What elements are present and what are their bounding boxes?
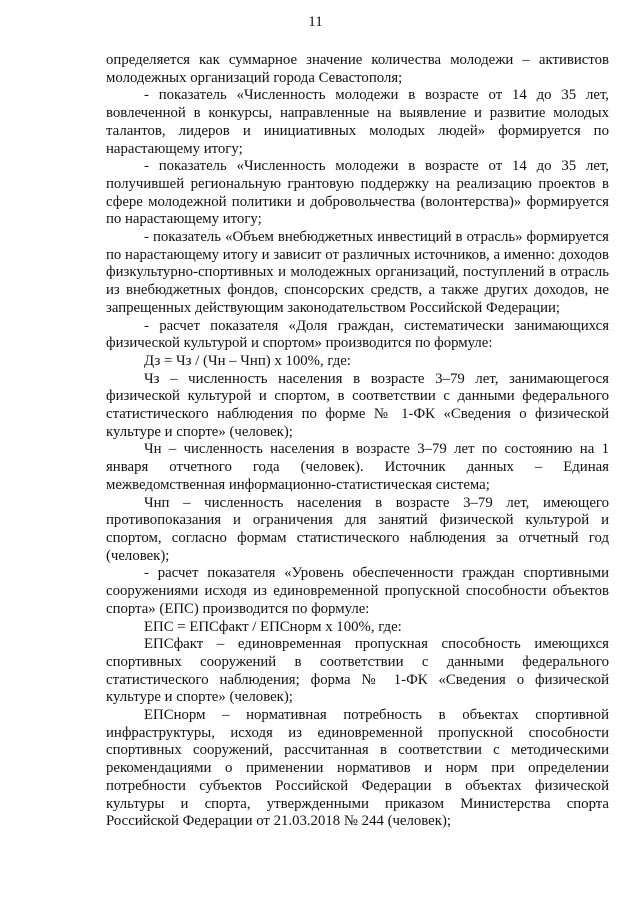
paragraph-continuation: определяется как суммарное значение количества молодежи – активистов молодежных организаций города Севастополя;: [106, 52, 609, 86]
document-body: [106, 52, 609, 831]
definition-chz: Чз – численность населения в возрасте 3–79 лет, занимающегося физической культурой и спортом, в соответствии с данными федерального статистического наблюдения по форме № 1-ФК «Сведения о физической культуре и спорте» (человек);: [106, 370, 609, 440]
page-number: 11: [308, 14, 323, 30]
paragraph-sport-share-intro: - расчет показателя «Доля граждан, систематически занимающихся физической культурой и спортом» производится по формуле:: [106, 317, 609, 352]
formula-eps: ЕПС = ЕПСфакт / ЕПСнорм х 100%, где:: [144, 618, 402, 635]
paragraph-grant-indicator: - показатель «Численность молодежи в возрасте от 14 до 35 лет, получившей региональную грантовую поддержку на реализацию проектов в сфере молодежной политики и добровольчества (волонтерства)» формируется по нарастающему итогу;: [106, 158, 609, 228]
definition-chn: Чн – численность населения в возрасте 3–79 лет по состоянию на 1 января отчетного года (человек). Источник данных – Единая межведомственная информационно-статистическая система;: [106, 441, 609, 493]
formula-dz: Дз = Чз / (Чн – Чнп) х 100%, где:: [144, 352, 351, 369]
definition-eps-fact: ЕПСфакт – единовременная пропускная способность имеющихся спортивных сооружений в соответствии с данными федерального статистического наблюдения; форма № 1-ФК «Сведения о физической культуре и спорте» (человек);: [106, 636, 609, 706]
paragraph-eps-intro: - расчет показателя «Уровень обеспеченности граждан спортивными сооружениями исходя из единовременной пропускной способности объектов спорта» (ЕПС) производится по формуле:: [106, 565, 609, 617]
definition-eps-norm: ЕПСнорм – нормативная потребность в объектах спортивной инфраструктуры, исходя из единовременной пропускной способности спортивных сооружений, рассчитанная в соответствии с методическими рекомендациями о применении нормативов и норм при определении потребности субъектов Российской Федерации в объектах физической культуры и спорта, утвержденными приказом Министерства спорта Российской Федерации от 21.03.2018 № 244 (человек);: [106, 707, 609, 830]
definition-chnp: Чнп – численность населения в возрасте 3–79 лет, имеющего противопоказания и ограничения для занятий физической культурой и спортом, согласно формам статистического наблюдения за отчетный год (человек);: [106, 494, 609, 564]
paragraph-talents-indicator: - показатель «Численность молодежи в возрасте от 14 до 35 лет, вовлеченной в конкурсы, направленные на выявление и развитие молодых талантов, лидеров и инициативных молодых людей» формируется по нарастающему итогу;: [106, 87, 609, 157]
paragraph-investment-indicator: - показатель «Объем внебюджетных инвестиций в отрасль» формируется по нарастающему итогу и зависит от различных источников, а именно: доходов физкультурно-спортивных и молодежных организаций, поступлений в отрасль из внебюджетных фондов, спонсорских средств, а также других доходов, не запрещенных действующим законодательством Российской Федерации;: [106, 229, 609, 316]
